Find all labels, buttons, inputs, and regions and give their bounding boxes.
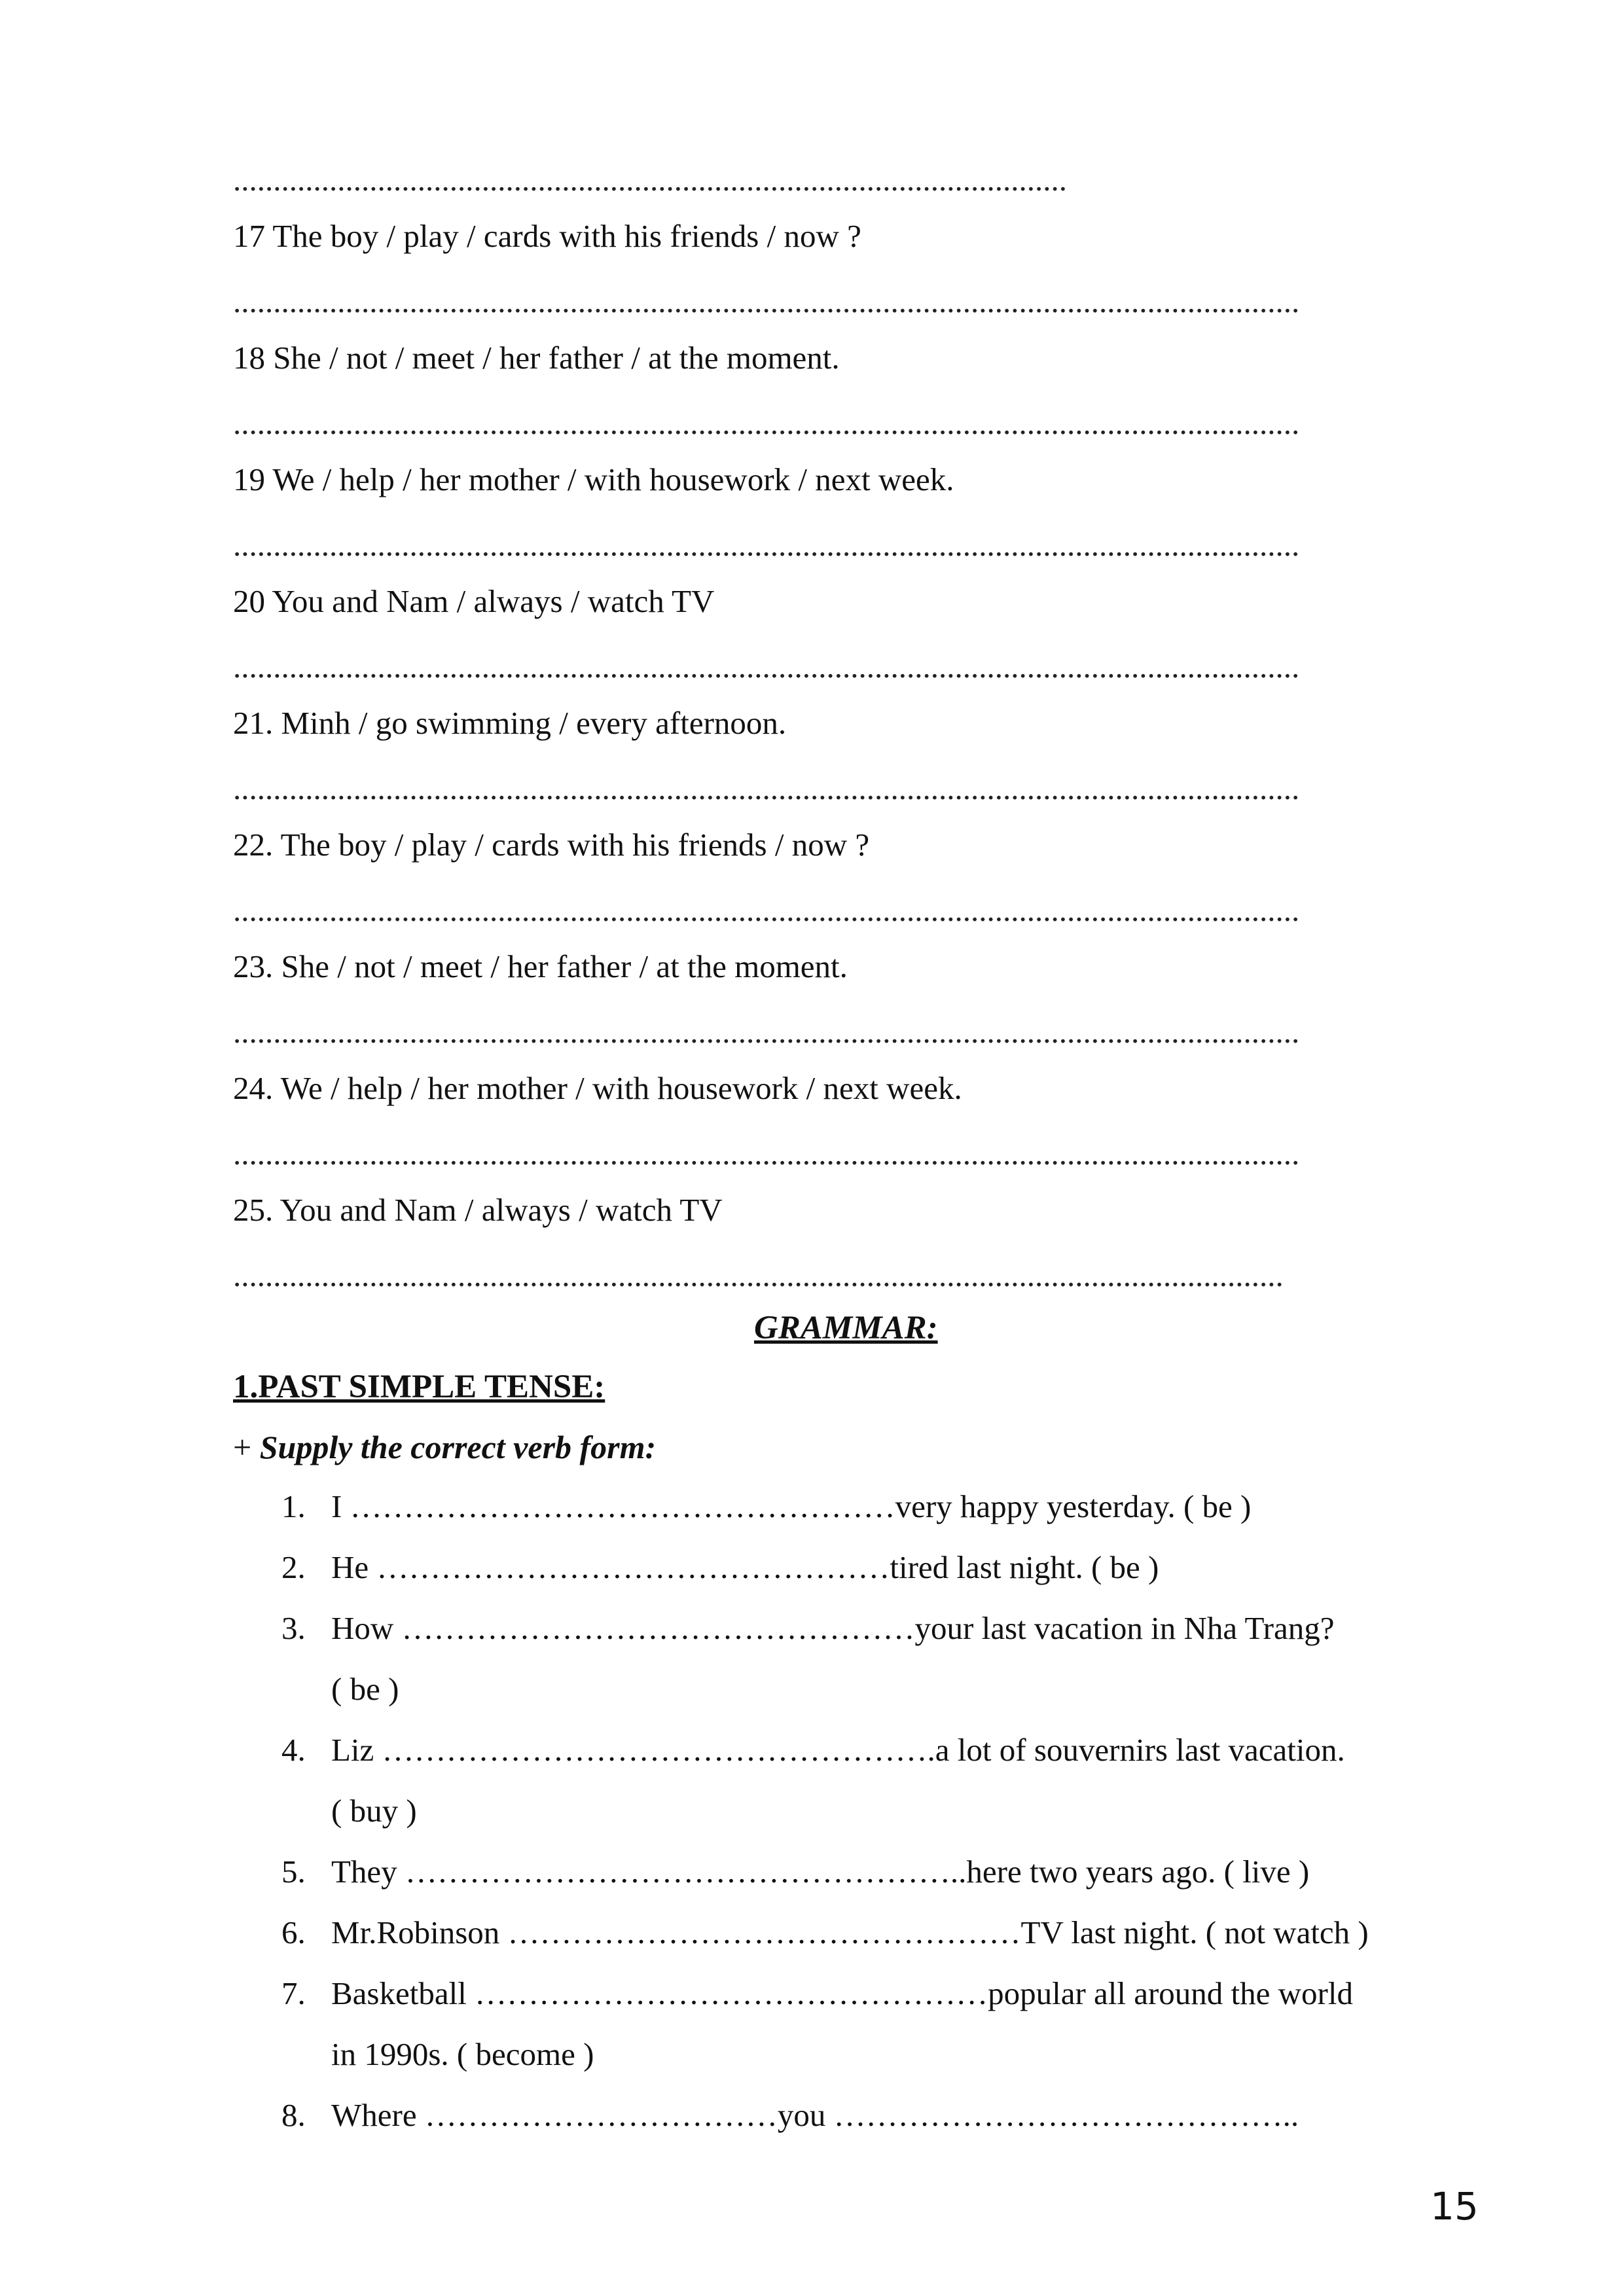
exercise-text: Basketball …………………………………………popular all around the world: [331, 1975, 1353, 2011]
exercise-7-continuation: in 1990s. ( become ): [331, 2036, 594, 2072]
sentence-17: 17 The boy / play / cards with his friends / now ?: [233, 218, 861, 254]
answer-line-16: ........................................................................................................: [233, 162, 1067, 198]
exercise-number: 4.: [281, 1732, 306, 1768]
exercise-number: 8.: [281, 2097, 306, 2133]
exercise-number: 1.: [281, 1488, 306, 1524]
sentence-21: 21. Minh / go swimming / every afternoon.: [233, 705, 787, 741]
answer-line-20: .....................................................................................................................................: [233, 649, 1300, 685]
answer-line-17: .....................................................................................................................................: [233, 283, 1300, 319]
exercise-5: [281, 1852, 1309, 1892]
exercise-number: 2.: [281, 1549, 306, 1585]
instruction: [233, 1427, 656, 1467]
section-title: 1.PAST SIMPLE TENSE:: [233, 1369, 605, 1405]
exercise-number: 6.: [281, 1914, 306, 1950]
exercise-text: How …………………………………………your last vacation in Nha Trang?: [331, 1610, 1335, 1646]
sentence-19: 19 We / help / her mother / with housework / next week.: [233, 461, 954, 497]
instruction-prefix: +: [233, 1429, 260, 1465]
answer-line-24: .....................................................................................................................................: [233, 1136, 1300, 1172]
exercise-text: They ……………………………………………..here two years ago. ( live ): [331, 1854, 1310, 1890]
exercise-3: [281, 1609, 1335, 1648]
exercise-text: Mr.Robinson …………………………………………TV last night. ( not watch ): [331, 1914, 1369, 1950]
sentence-18: 18 She / not / meet / her father / at the moment.: [233, 340, 840, 376]
exercise-number: 5.: [281, 1854, 306, 1890]
answer-line-25: ...................................................................................................................................: [233, 1257, 1284, 1293]
sentence-22: 22. The boy / play / cards with his friends / now ?: [233, 827, 870, 863]
exercise-1: [281, 1487, 1251, 1526]
instruction-text: Supply the correct verb form:: [259, 1429, 657, 1465]
sentence-23: 23. She / not / meet / her father / at the moment.: [233, 948, 848, 984]
exercise-3-continuation: ( be ): [331, 1671, 399, 1707]
sentence-20: 20 You and Nam / always / watch TV: [233, 583, 715, 619]
exercise-6: [281, 1913, 1369, 1952]
exercise-8: [281, 2096, 1299, 2135]
exercise-4-continuation: ( buy ): [331, 1793, 417, 1829]
sentence-25: 25. You and Nam / always / watch TV: [233, 1192, 723, 1228]
exercise-number: 7.: [281, 1975, 306, 2011]
answer-line-19: .....................................................................................................................................: [233, 527, 1300, 563]
page-number: 15: [1430, 2184, 1479, 2229]
sentence-24: 24. We / help / her mother / with housework / next week.: [233, 1070, 962, 1106]
exercise-text: Where ……………………………you ……………………………………..: [331, 2097, 1299, 2133]
answer-line-22: .....................................................................................................................................: [233, 892, 1300, 928]
exercise-text: I ……………………………………………very happy yesterday. ( be ): [331, 1488, 1252, 1524]
exercise-2: [281, 1548, 1159, 1587]
exercise-text: Liz …………………………………………….a lot of souvernirs last vacation.: [331, 1732, 1345, 1768]
answer-line-23: .....................................................................................................................................: [233, 1014, 1300, 1050]
exercise-number: 3.: [281, 1610, 306, 1646]
grammar-heading: GRAMMAR:: [754, 1310, 938, 1346]
exercise-7: [281, 1974, 1353, 2013]
answer-line-18: .....................................................................................................................................: [233, 405, 1300, 441]
answer-line-21: .....................................................................................................................................: [233, 770, 1300, 806]
exercise-4: [281, 1731, 1345, 1770]
exercise-text: He …………………………………………tired last night. ( be ): [331, 1549, 1159, 1585]
